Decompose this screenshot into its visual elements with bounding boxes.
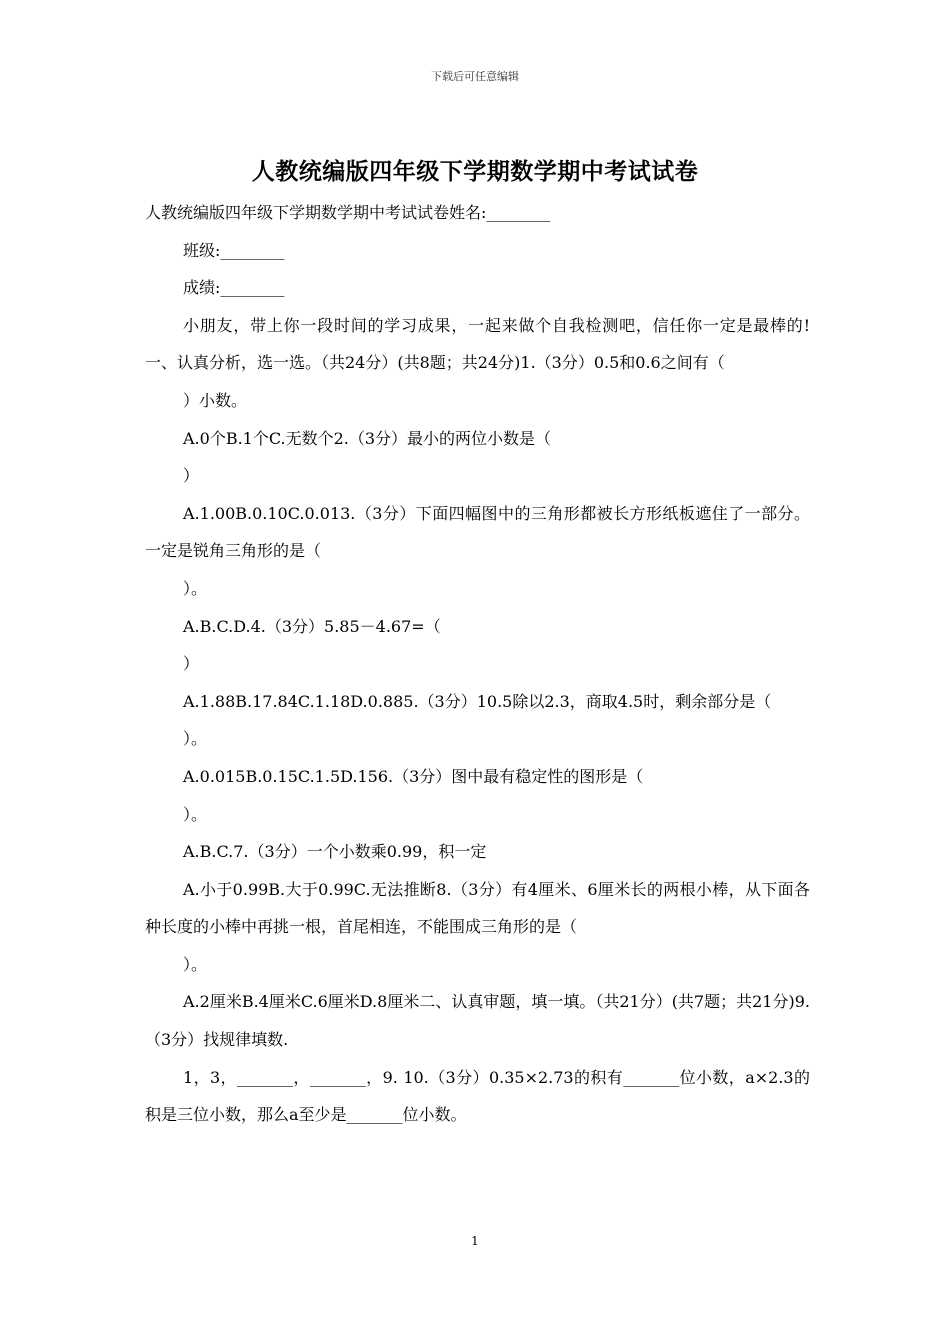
paragraph-5: A.0个B.1个C.无数个2.（3分）最小的两位小数是（ — [183, 428, 552, 448]
paragraph-2: 成绩:________ — [183, 278, 285, 298]
paragraph-13: A.0.015B.0.15C.1.5D.156.（3分）图中最有稳定性的图形是（ — [183, 766, 644, 786]
paragraph-0: 人教统编版四年级下学期数学期中考试试卷姓名:________ — [145, 203, 551, 222]
paragraph-18: A.2厘米B.4厘米C.6厘米D.8厘米二、认真审题，填一填。（共21分）(共7题；共21分)9.（3分）找规律填数. — [145, 992, 810, 1050]
paragraph-9: A.B.C.D.4.（3分）5.85－4.67=（ — [183, 616, 441, 636]
paragraph-17: ）。 — [183, 954, 208, 974]
paragraph-3: 小朋友，带上你一段时间的学习成果，一起来做个自我检测吧，信任你一定是最棒的!一、认真分析，选一选。（共24分）(共8题；共24分)1.（3分）0.5和0.6之间有（ — [145, 315, 810, 373]
paragraph-4: ）小数。 — [183, 390, 248, 410]
page-number: 1 — [471, 1234, 479, 1248]
paragraph-15: A.B.C.7.（3分）一个小数乘0.99，积一定 — [183, 842, 487, 862]
paragraph-7: A.1.00B.0.10C.0.013.（3分）下面四幅图中的三角形都被长方形纸板遮住了一部分。一定是锐角三角形的是（ — [145, 503, 810, 561]
paragraph-8: ）。 — [183, 578, 208, 598]
paragraph-10: ） — [183, 654, 200, 674]
paragraph-16: A.小于0.99B.大于0.99C.无法推断8.（3分）有4厘米、6厘米长的两根小棒，从下面各种长度的小棒中再挑一根，首尾相连，不能围成三角形的是（ — [145, 879, 810, 937]
paragraph-12: ）。 — [183, 729, 208, 749]
document-body — [145, 194, 810, 1134]
header-note: 下载后可任意编辑 — [431, 70, 519, 83]
paragraph-11: A.1.88B.17.84C.1.18D.0.885.（3分）10.5除以2.3，商取4.5时，剩余部分是（ — [183, 691, 772, 711]
paragraph-6: ） — [183, 466, 200, 486]
paragraph-1: 班级:________ — [183, 240, 285, 260]
document-title: 人教统编版四年级下学期数学期中考试试卷 — [251, 158, 699, 185]
paragraph-14: ）。 — [183, 804, 208, 824]
paragraph-19: 1，3，_______，_______，9. 10.（3分）0.35×2.73的积有_______位小数，a×2.3的积是三位小数，那么a至少是_______位小数。 — [145, 1067, 810, 1125]
